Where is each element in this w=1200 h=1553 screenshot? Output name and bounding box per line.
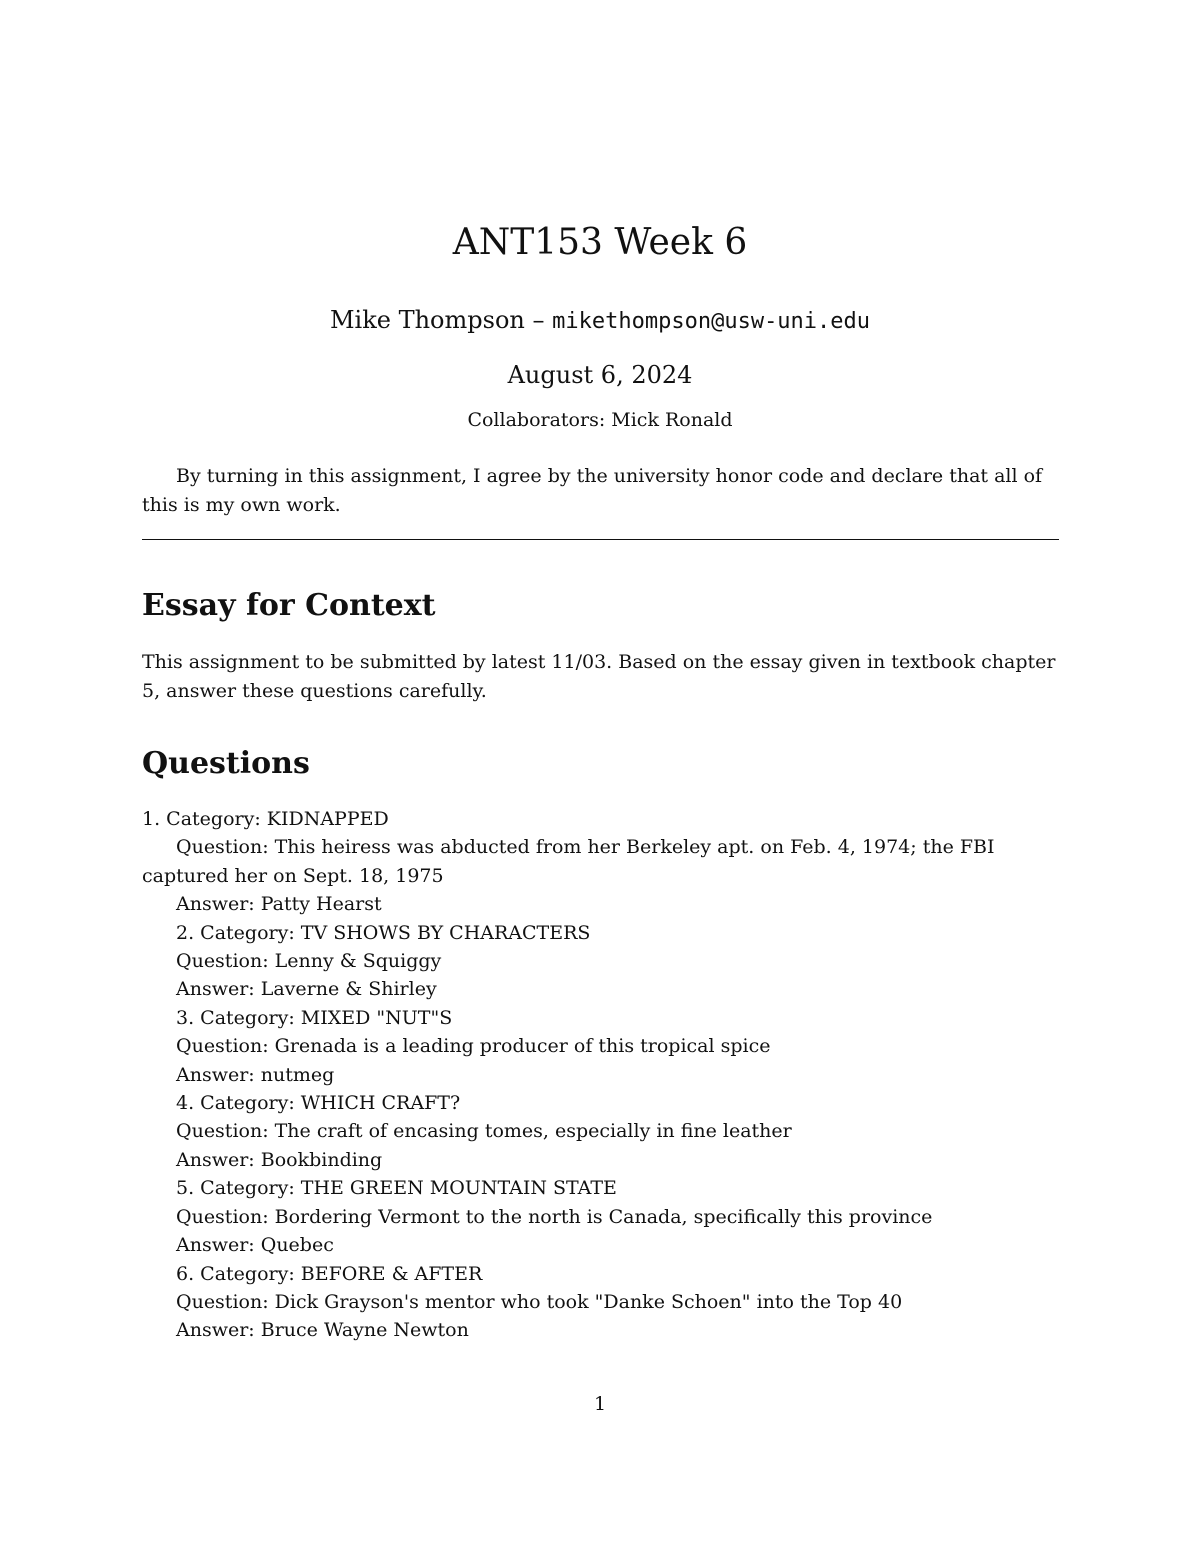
question-2-answer: Answer: Laverne & Shirley	[176, 978, 437, 1001]
question-6-category: 6. Category: BEFORE & AFTER	[176, 1262, 483, 1285]
section-heading-essay: Essay for Context	[142, 588, 436, 623]
author-separator: –	[532, 306, 545, 334]
question-4-text: Question: The craft of encasing tomes, especially in fine leather	[176, 1120, 792, 1143]
question-1-text: Question: This heiress was abducted from her Berkeley apt. on Feb. 4, 1974; the FBI captured her on Sept. 18, 1975	[142, 836, 995, 887]
question-5-text: Question: Bordering Vermont to the north is Canada, specifically this province	[176, 1205, 933, 1228]
questions-list	[142, 805, 1059, 1345]
author-email[interactable]: mikethompson@usw-uni.edu	[552, 309, 871, 334]
author-line	[0, 306, 1200, 334]
question-3-answer: Answer: nutmeg	[176, 1063, 335, 1086]
question-6-text: Question: Dick Grayson's mentor who took "Danke Schoen" into the Top 40	[176, 1290, 903, 1313]
question-5-category: 5. Category: THE GREEN MOUNTAIN STATE	[176, 1177, 617, 1200]
page-number: 1	[593, 1393, 607, 1415]
question-4-answer: Answer: Bookbinding	[176, 1148, 383, 1171]
collaborators: Collaborators: Mick Ronald	[467, 409, 733, 431]
question-6-answer: Answer: Bruce Wayne Newton	[176, 1319, 469, 1342]
question-1-answer: Answer: Patty Hearst	[176, 893, 382, 916]
question-3-text: Question: Grenada is a leading producer of this tropical spice	[176, 1035, 771, 1058]
question-3-category: 3. Category: MIXED "NUT"S	[176, 1006, 453, 1029]
question-2-text: Question: Lenny & Squiggy	[176, 950, 442, 973]
honor-pledge: By turning in this assignment, I agree by the university honor code and declare that all of this is my own work.	[142, 465, 1043, 516]
document-date: August 6, 2024	[507, 361, 693, 389]
question-4-category: 4. Category: WHICH CRAFT?	[176, 1092, 461, 1115]
question-2-category: 2. Category: TV SHOWS BY CHARACTERS	[176, 921, 591, 944]
question-1-category: 1. Category: KIDNAPPED	[142, 808, 389, 830]
author-name: Mike Thompson	[329, 306, 525, 334]
question-5-answer: Answer: Quebec	[176, 1234, 334, 1257]
section-heading-questions: Questions	[142, 746, 310, 781]
essay-context-paragraph: This assignment to be submitted by latest 11/03. Based on the essay given in textbook chapter 5, answer these questions carefully.	[142, 651, 1056, 702]
horizontal-rule	[142, 539, 1059, 540]
document-title: ANT153 Week 6	[452, 222, 748, 263]
